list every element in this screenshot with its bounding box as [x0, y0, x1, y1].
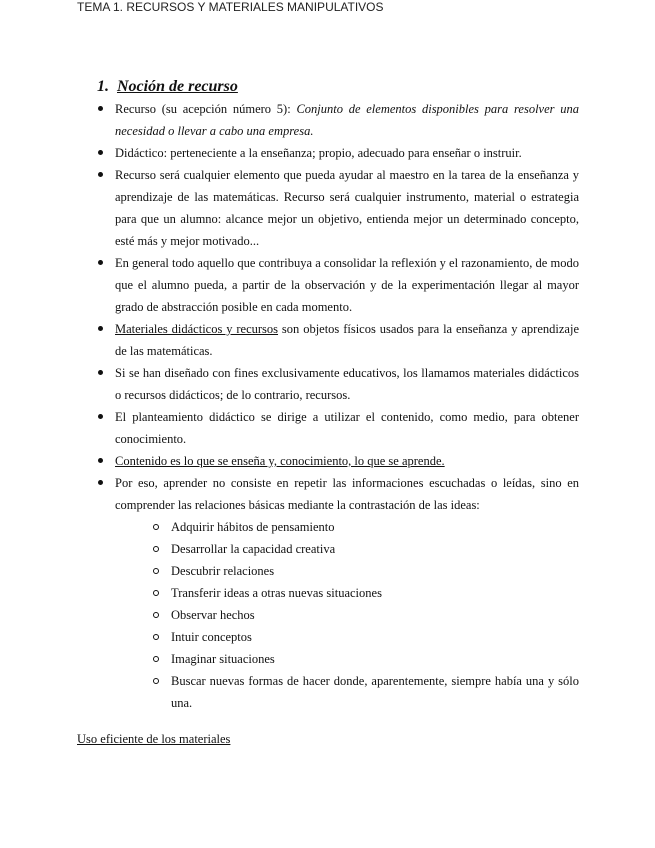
bullet-list: [97, 98, 579, 714]
section-number: 1.: [97, 78, 109, 95]
bullet-text: Si se han diseñado con fines exclusivamente educativos, los llamamos materiales didácticos o recursos didácticos; de lo contrario, recursos.: [115, 366, 579, 402]
sub-item: Descubrir relaciones: [153, 560, 579, 582]
page-header: TEMA 1. RECURSOS Y MATERIALES MANIPULATIVOS: [77, 0, 384, 14]
bullet-text: El planteamiento didáctico se dirige a utilizar el contenido, como medio, para obtener conocimiento.: [115, 410, 579, 446]
bullet-item: [97, 164, 579, 252]
section-title: [97, 78, 579, 96]
bullet-text: Recurso (su acepción número 5):: [115, 102, 297, 116]
section-title-text: Noción de recurso: [117, 78, 238, 95]
subsection-heading: Uso eficiente de los materiales: [77, 732, 231, 746]
bullet-text: son objetos físicos usados para la enseñanza y aprendizaje de las matemáticas.: [115, 322, 579, 358]
underlined-term: Materiales didácticos y recursos: [115, 322, 279, 336]
bullet-item: [97, 406, 579, 450]
bullet-item: [97, 318, 579, 362]
sub-item: Transferir ideas a otras nuevas situaciones: [153, 582, 579, 604]
sub-item: Intuir conceptos: [153, 626, 579, 648]
bullet-text: En general todo aquello que contribuya a consolidar la reflexión y el razonamiento, de modo que el alumno pueda, a partir de la observación y de la experimentación llegar al mayor grado de abstracción posible en cada momento.: [115, 256, 579, 314]
sub-item: Adquirir hábitos de pensamiento: [153, 516, 579, 538]
bullet-text: Recurso será cualquier elemento que pueda ayudar al maestro en la tarea de la enseñanza y aprendizaje de las matemáticas. Recurso será cualquier instrumento, material o estrategia para que un alumno: alcance mejor un objetivo, entienda mejor un determinado concepto, esté más y mejor motivado...: [115, 168, 579, 248]
bullet-item: [97, 362, 579, 406]
bullet-text: Didáctico: perteneciente a la enseñanza; propio, adecuado para enseñar o instruir.: [115, 146, 522, 160]
definition-text: Conjunto de elementos disponibles para resolver una necesidad o llevar a cabo una empresa.: [115, 102, 579, 138]
underlined-term: Contenido es lo que se enseña y, conocimiento, lo que se aprende.: [115, 454, 445, 468]
bullet-item: [97, 450, 579, 472]
sub-item: Buscar nuevas formas de hacer donde, aparentemente, siempre había una y sólo una.: [153, 670, 579, 714]
bullet-item: [97, 98, 579, 142]
bullet-text: Por eso, aprender no consiste en repetir las informaciones escuchadas o leídas, sino en comprender las relaciones básicas mediante la contrastación de las ideas:: [115, 476, 579, 512]
sub-item: Desarrollar la capacidad creativa: [153, 538, 579, 560]
bullet-item: [97, 252, 579, 318]
bullet-item: [97, 142, 579, 164]
sub-item: Observar hechos: [153, 604, 579, 626]
bullet-item: [97, 472, 579, 714]
sub-item: Imaginar situaciones: [153, 648, 579, 670]
document-body: [97, 78, 579, 714]
sub-list: [115, 516, 579, 714]
